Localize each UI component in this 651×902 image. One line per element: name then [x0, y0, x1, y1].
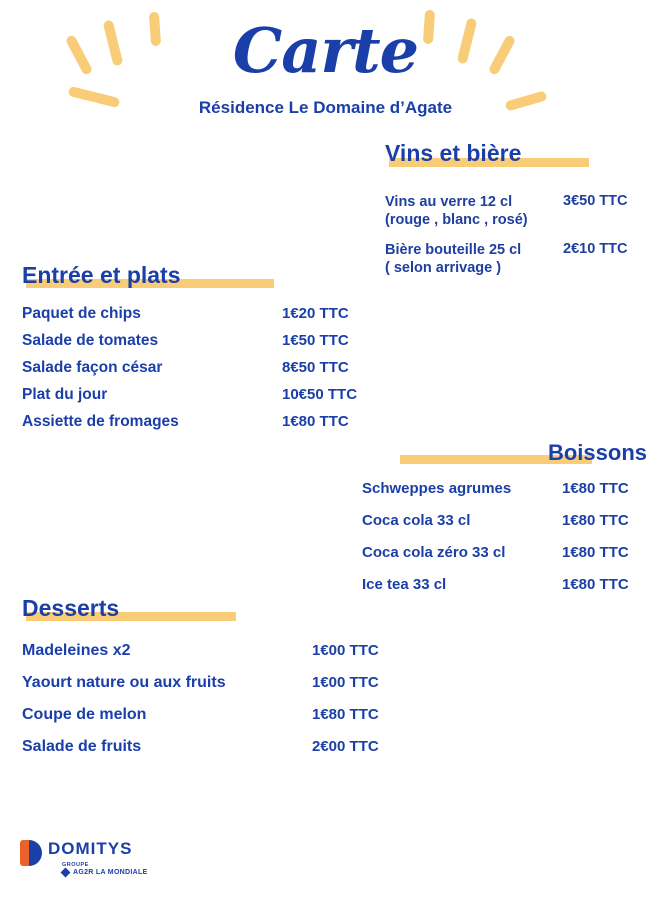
- item-name: Coca cola zéro 33 cl: [362, 544, 506, 561]
- menu-item: [22, 359, 382, 377]
- item-name: Assiette de fromages: [22, 413, 179, 430]
- item-price: 1€80 TTC: [312, 706, 379, 723]
- section-heading-label: Boissons: [547, 440, 647, 465]
- section-heading-label: Desserts: [22, 595, 120, 621]
- menu-header: [0, 0, 651, 135]
- section-heading-vins: [385, 140, 521, 167]
- item-price: 1€50 TTC: [282, 332, 349, 349]
- page-title: Carte: [232, 14, 419, 87]
- item-price: 1€00 TTC: [312, 674, 379, 691]
- menu-item: [385, 193, 650, 229]
- menu-item: [385, 241, 650, 277]
- item-price: 2€10 TTC: [563, 241, 628, 258]
- section-boissons: [362, 440, 651, 608]
- menu-item: [362, 480, 651, 497]
- section-heading-boissons: [362, 440, 647, 466]
- item-name: Coupe de melon: [22, 706, 147, 723]
- item-name: Ice tea 33 cl: [362, 576, 447, 593]
- menu-item: [22, 642, 422, 660]
- section-entree-et-plats: [22, 262, 382, 440]
- brand-groupe-label: GROUPE: [62, 862, 89, 868]
- menu-item: [362, 544, 651, 561]
- item-name: Salade façon césar: [22, 359, 163, 376]
- ag2r-diamond-icon: [61, 868, 71, 878]
- section-heading-label: Vins et bière: [385, 140, 522, 166]
- domitys-logo-icon: [20, 840, 42, 866]
- menu-item: [22, 738, 422, 756]
- item-price: 3€50 TTC: [563, 193, 628, 209]
- menu-item: [22, 386, 382, 404]
- item-name: Madeleines x2: [22, 642, 131, 659]
- menu-item: [22, 674, 422, 692]
- ag2r-label: AG2R LA MONDIALE: [73, 869, 148, 876]
- item-price: 1€80 TTC: [282, 413, 349, 430]
- footer-logo: [20, 840, 148, 876]
- item-name: Yaourt nature ou aux fruits: [22, 674, 226, 691]
- section-heading-desserts: [22, 595, 119, 622]
- item-price: 10€50 TTC: [282, 386, 358, 403]
- page-subtitle: Résidence Le Domaine d’Agate: [198, 98, 453, 117]
- item-price: 8€50 TTC: [282, 359, 349, 376]
- item-name: Paquet de chips: [22, 305, 141, 322]
- item-name: Plat du jour: [22, 386, 108, 403]
- item-price: 1€80 TTC: [562, 576, 629, 593]
- section-vins-et-biere: [385, 140, 650, 282]
- menu-item: [22, 413, 382, 431]
- item-name: Bière bouteille 25 cl: [385, 242, 522, 259]
- item-detail: (rouge , blanc , rosé): [385, 212, 528, 229]
- item-name: Vins au verre 12 cl: [385, 194, 513, 210]
- section-heading-label: Entrée et plats: [22, 262, 181, 288]
- menu-item: [22, 706, 422, 724]
- item-price: 2€00 TTC: [312, 738, 379, 755]
- menu-item: [22, 305, 382, 323]
- item-price: 1€80 TTC: [562, 512, 629, 529]
- item-name: Salade de tomates: [22, 332, 159, 349]
- menu-item: [22, 332, 382, 350]
- section-heading-entree: [22, 262, 181, 289]
- item-price: 1€00 TTC: [312, 642, 379, 659]
- item-name: Coca cola 33 cl: [362, 512, 471, 529]
- item-detail: ( selon arrivage ): [385, 260, 502, 277]
- menu-item: [362, 576, 651, 593]
- item-name: Salade de fruits: [22, 738, 142, 755]
- item-price: 1€80 TTC: [562, 544, 629, 561]
- item-price: 1€20 TTC: [282, 305, 349, 322]
- item-price: 1€80 TTC: [562, 480, 629, 497]
- item-name: Schweppes agrumes: [362, 480, 512, 497]
- brand-name: DOMITYS: [48, 839, 133, 859]
- menu-item: [362, 512, 651, 529]
- section-desserts: [22, 595, 422, 770]
